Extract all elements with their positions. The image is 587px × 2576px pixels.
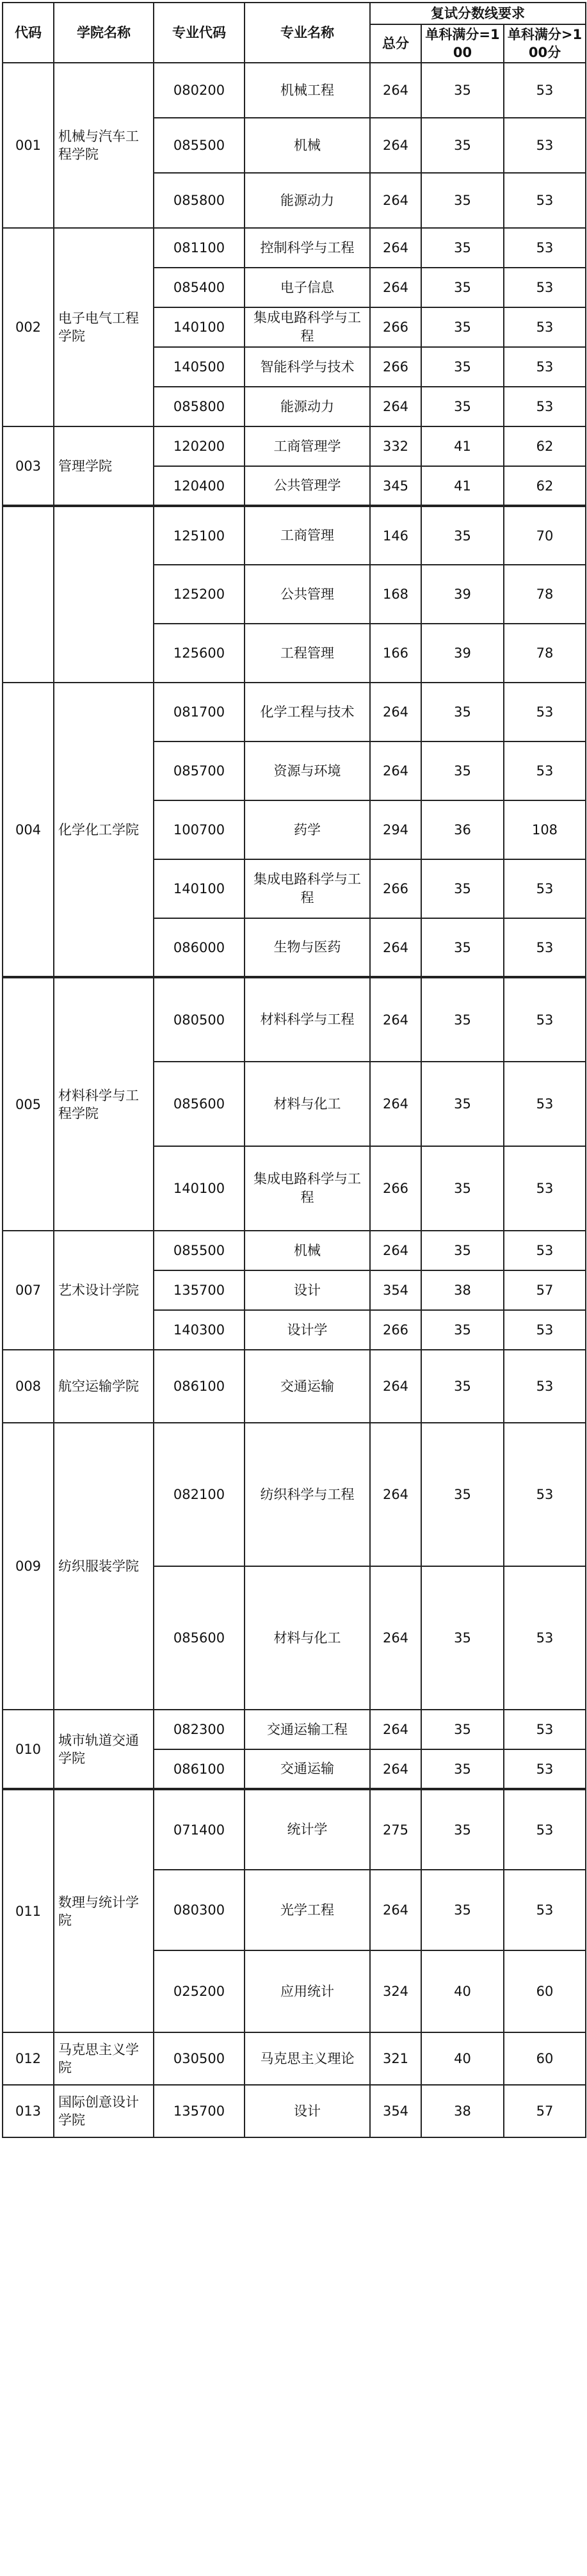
college-name-cell: 纺织服装学院 <box>54 1423 154 1710</box>
total-score-cell: 264 <box>370 1062 421 1146</box>
college-code-cell <box>3 506 54 683</box>
major-code-cell: 100700 <box>154 800 245 859</box>
single-100-cell: 35 <box>421 387 504 426</box>
single-over100-cell: 60 <box>504 2032 586 2085</box>
single-over100-cell: 53 <box>504 1350 586 1423</box>
single-100-cell: 35 <box>421 118 504 173</box>
table-body <box>3 63 586 2137</box>
total-score-cell: 264 <box>370 918 421 977</box>
header-requirement: 复试分数线要求 <box>370 3 586 24</box>
single-over100-cell: 53 <box>504 118 586 173</box>
table-row <box>3 1789 586 1870</box>
table-row <box>3 683 586 741</box>
major-name-cell: 能源动力 <box>245 173 370 228</box>
single-over100-cell: 62 <box>504 466 586 506</box>
single-over100-cell: 53 <box>504 977 586 1062</box>
major-code-cell: 085600 <box>154 1062 245 1146</box>
total-score-cell: 264 <box>370 118 421 173</box>
major-name-cell: 马克思主义理论 <box>245 2032 370 2085</box>
major-code-cell: 085500 <box>154 1231 245 1270</box>
single-over100-cell: 53 <box>504 1870 586 1950</box>
major-name-cell: 应用统计 <box>245 1950 370 2032</box>
major-code-cell: 120400 <box>154 466 245 506</box>
single-over100-cell: 78 <box>504 565 586 624</box>
total-score-cell: 266 <box>370 307 421 347</box>
major-name-cell: 材料科学与工程 <box>245 977 370 1062</box>
major-code-cell: 085500 <box>154 118 245 173</box>
major-code-cell: 082300 <box>154 1710 245 1749</box>
major-name-cell: 机械 <box>245 118 370 173</box>
major-code-cell: 140500 <box>154 347 245 387</box>
major-name-cell: 交通运输 <box>245 1350 370 1423</box>
single-100-cell: 35 <box>421 173 504 228</box>
total-score-cell: 264 <box>370 977 421 1062</box>
major-name-cell: 设计 <box>245 2085 370 2137</box>
single-100-cell: 35 <box>421 1789 504 1870</box>
college-name-cell <box>54 506 154 683</box>
total-score-cell: 266 <box>370 1310 421 1350</box>
college-code-cell: 005 <box>3 977 54 1231</box>
single-100-cell: 40 <box>421 2032 504 2085</box>
single-over100-cell: 53 <box>504 683 586 741</box>
total-score-cell: 264 <box>370 1749 421 1789</box>
table-row <box>3 1231 586 1270</box>
college-name-cell: 管理学院 <box>54 426 154 506</box>
college-code-cell: 001 <box>3 63 54 228</box>
major-name-cell: 生物与医药 <box>245 918 370 977</box>
single-over100-cell: 53 <box>504 1710 586 1749</box>
college-code-cell: 004 <box>3 683 54 977</box>
single-100-cell: 35 <box>421 1062 504 1146</box>
single-100-cell: 35 <box>421 1710 504 1749</box>
total-score-cell: 264 <box>370 268 421 307</box>
single-100-cell: 35 <box>421 1749 504 1789</box>
single-over100-cell: 53 <box>504 307 586 347</box>
major-name-cell: 材料与化工 <box>245 1566 370 1710</box>
total-score-cell: 264 <box>370 228 421 268</box>
major-name-cell: 资源与环境 <box>245 741 370 800</box>
table-row <box>3 2085 586 2137</box>
total-score-cell: 324 <box>370 1950 421 2032</box>
header-code: 代码 <box>3 3 54 63</box>
single-over100-cell: 53 <box>504 918 586 977</box>
major-name-cell: 统计学 <box>245 1789 370 1870</box>
single-over100-cell: 78 <box>504 624 586 683</box>
single-100-cell: 35 <box>421 1350 504 1423</box>
major-name-cell: 工商管理学 <box>245 426 370 466</box>
header-major-code: 专业代码 <box>154 3 245 63</box>
single-100-cell: 38 <box>421 2085 504 2137</box>
major-code-cell: 140100 <box>154 859 245 918</box>
major-code-cell: 025200 <box>154 1950 245 2032</box>
header-total: 总分 <box>370 24 421 63</box>
single-over100-cell: 53 <box>504 347 586 387</box>
college-name-cell: 国际创意设计学院 <box>54 2085 154 2137</box>
total-score-cell: 264 <box>370 63 421 118</box>
major-code-cell: 135700 <box>154 2085 245 2137</box>
single-100-cell: 35 <box>421 228 504 268</box>
total-score-cell: 264 <box>370 1710 421 1749</box>
single-100-cell: 39 <box>421 624 504 683</box>
single-100-cell: 35 <box>421 1566 504 1710</box>
total-score-cell: 266 <box>370 1146 421 1231</box>
single-100-cell: 35 <box>421 741 504 800</box>
college-name-cell: 城市轨道交通学院 <box>54 1710 154 1789</box>
single-over100-cell: 62 <box>504 426 586 466</box>
table-row <box>3 228 586 268</box>
major-code-cell: 085800 <box>154 387 245 426</box>
single-100-cell: 39 <box>421 565 504 624</box>
total-score-cell: 166 <box>370 624 421 683</box>
major-code-cell: 140100 <box>154 1146 245 1231</box>
major-name-cell: 机械工程 <box>245 63 370 118</box>
college-name-cell: 电子电气工程学院 <box>54 228 154 426</box>
single-over100-cell: 57 <box>504 2085 586 2137</box>
total-score-cell: 354 <box>370 1270 421 1310</box>
major-name-cell: 智能科学与技术 <box>245 347 370 387</box>
single-100-cell: 41 <box>421 466 504 506</box>
table-row <box>3 506 586 565</box>
total-score-cell: 264 <box>370 1870 421 1950</box>
college-name-cell: 艺术设计学院 <box>54 1231 154 1350</box>
major-name-cell: 公共管理学 <box>245 466 370 506</box>
total-score-cell: 264 <box>370 1350 421 1423</box>
single-100-cell: 35 <box>421 1870 504 1950</box>
major-name-cell: 工程管理 <box>245 624 370 683</box>
table-row <box>3 1350 586 1423</box>
score-table <box>2 2 586 2138</box>
major-code-cell: 086100 <box>154 1749 245 1789</box>
major-code-cell: 135700 <box>154 1270 245 1310</box>
single-100-cell: 35 <box>421 268 504 307</box>
single-100-cell: 35 <box>421 347 504 387</box>
major-code-cell: 085600 <box>154 1566 245 1710</box>
single-over100-cell: 53 <box>504 1789 586 1870</box>
single-over100-cell: 53 <box>504 1566 586 1710</box>
major-code-cell: 085800 <box>154 173 245 228</box>
single-100-cell: 35 <box>421 1231 504 1270</box>
single-100-cell: 40 <box>421 1950 504 2032</box>
single-100-cell: 35 <box>421 63 504 118</box>
single-over100-cell: 53 <box>504 1146 586 1231</box>
major-code-cell: 081700 <box>154 683 245 741</box>
major-name-cell: 能源动力 <box>245 387 370 426</box>
single-over100-cell: 53 <box>504 268 586 307</box>
major-name-cell: 交通运输工程 <box>245 1710 370 1749</box>
major-name-cell: 设计学 <box>245 1310 370 1350</box>
table-row <box>3 426 586 466</box>
college-code-cell: 013 <box>3 2085 54 2137</box>
single-over100-cell: 53 <box>504 228 586 268</box>
single-over100-cell: 53 <box>504 859 586 918</box>
major-code-cell: 030500 <box>154 2032 245 2085</box>
major-code-cell: 080500 <box>154 977 245 1062</box>
single-over100-cell: 53 <box>504 63 586 118</box>
single-over100-cell: 53 <box>504 1231 586 1270</box>
major-code-cell: 071400 <box>154 1789 245 1870</box>
total-score-cell: 294 <box>370 800 421 859</box>
total-score-cell: 264 <box>370 1231 421 1270</box>
college-code-cell: 007 <box>3 1231 54 1350</box>
college-code-cell: 003 <box>3 426 54 506</box>
total-score-cell: 345 <box>370 466 421 506</box>
major-code-cell: 120200 <box>154 426 245 466</box>
header-college: 学院名称 <box>54 3 154 63</box>
major-code-cell: 086000 <box>154 918 245 977</box>
major-name-cell: 公共管理 <box>245 565 370 624</box>
single-100-cell: 35 <box>421 977 504 1062</box>
college-name-cell: 数理与统计学院 <box>54 1789 154 2032</box>
college-name-cell: 机械与汽车工程学院 <box>54 63 154 228</box>
single-100-cell: 35 <box>421 1146 504 1231</box>
single-over100-cell: 108 <box>504 800 586 859</box>
total-score-cell: 146 <box>370 506 421 565</box>
college-name-cell: 材料科学与工程学院 <box>54 977 154 1231</box>
major-name-cell: 纺织科学与工程 <box>245 1423 370 1566</box>
major-code-cell: 085400 <box>154 268 245 307</box>
major-code-cell: 085700 <box>154 741 245 800</box>
single-100-cell: 41 <box>421 426 504 466</box>
major-name-cell: 控制科学与工程 <box>245 228 370 268</box>
single-over100-cell: 60 <box>504 1950 586 2032</box>
single-100-cell: 38 <box>421 1270 504 1310</box>
total-score-cell: 332 <box>370 426 421 466</box>
major-code-cell: 125100 <box>154 506 245 565</box>
total-score-cell: 266 <box>370 859 421 918</box>
single-100-cell: 35 <box>421 307 504 347</box>
major-name-cell: 集成电路科学与工程 <box>245 859 370 918</box>
single-over100-cell: 53 <box>504 1423 586 1566</box>
college-name-cell: 化学化工学院 <box>54 683 154 977</box>
college-code-cell: 010 <box>3 1710 54 1789</box>
major-code-cell: 086100 <box>154 1350 245 1423</box>
major-name-cell: 集成电路科学与工程 <box>245 307 370 347</box>
total-score-cell: 275 <box>370 1789 421 1870</box>
college-name-cell: 马克思主义学院 <box>54 2032 154 2085</box>
total-score-cell: 321 <box>370 2032 421 2085</box>
major-code-cell: 140100 <box>154 307 245 347</box>
total-score-cell: 264 <box>370 173 421 228</box>
major-code-cell: 080200 <box>154 63 245 118</box>
total-score-cell: 264 <box>370 387 421 426</box>
major-name-cell: 设计 <box>245 1270 370 1310</box>
total-score-cell: 264 <box>370 741 421 800</box>
single-100-cell: 35 <box>421 506 504 565</box>
single-100-cell: 35 <box>421 1423 504 1566</box>
total-score-cell: 354 <box>370 2085 421 2137</box>
header-single-100: 单科满分=100 <box>421 24 504 63</box>
major-code-cell: 081100 <box>154 228 245 268</box>
table-row <box>3 1710 586 1749</box>
college-code-cell: 008 <box>3 1350 54 1423</box>
single-over100-cell: 53 <box>504 1749 586 1789</box>
major-name-cell: 药学 <box>245 800 370 859</box>
total-score-cell: 264 <box>370 1566 421 1710</box>
single-100-cell: 35 <box>421 1310 504 1350</box>
major-name-cell: 集成电路科学与工程 <box>245 1146 370 1231</box>
single-100-cell: 35 <box>421 859 504 918</box>
single-over100-cell: 57 <box>504 1270 586 1310</box>
header-single-over100: 单科满分>100分 <box>504 24 586 63</box>
major-code-cell: 080300 <box>154 1870 245 1950</box>
college-code-cell: 011 <box>3 1789 54 2032</box>
single-100-cell: 36 <box>421 800 504 859</box>
table-row <box>3 2032 586 2085</box>
single-over100-cell: 53 <box>504 1062 586 1146</box>
total-score-cell: 168 <box>370 565 421 624</box>
single-over100-cell: 53 <box>504 741 586 800</box>
college-code-cell: 012 <box>3 2032 54 2085</box>
major-name-cell: 电子信息 <box>245 268 370 307</box>
single-over100-cell: 53 <box>504 1310 586 1350</box>
major-code-cell: 125600 <box>154 624 245 683</box>
major-name-cell: 光学工程 <box>245 1870 370 1950</box>
major-name-cell: 工商管理 <box>245 506 370 565</box>
major-code-cell: 140300 <box>154 1310 245 1350</box>
table-row <box>3 1423 586 1566</box>
single-over100-cell: 53 <box>504 387 586 426</box>
table-row <box>3 977 586 1062</box>
single-100-cell: 35 <box>421 683 504 741</box>
major-name-cell: 机械 <box>245 1231 370 1270</box>
single-over100-cell: 70 <box>504 506 586 565</box>
header-major-name: 专业名称 <box>245 3 370 63</box>
college-code-cell: 009 <box>3 1423 54 1710</box>
major-code-cell: 082100 <box>154 1423 245 1566</box>
college-code-cell: 002 <box>3 228 54 426</box>
total-score-cell: 264 <box>370 683 421 741</box>
single-over100-cell: 53 <box>504 173 586 228</box>
total-score-cell: 266 <box>370 347 421 387</box>
major-name-cell: 交通运输 <box>245 1749 370 1789</box>
single-100-cell: 35 <box>421 918 504 977</box>
total-score-cell: 264 <box>370 1423 421 1566</box>
major-code-cell: 125200 <box>154 565 245 624</box>
major-name-cell: 材料与化工 <box>245 1062 370 1146</box>
major-name-cell: 化学工程与技术 <box>245 683 370 741</box>
table-row <box>3 63 586 118</box>
college-name-cell: 航空运输学院 <box>54 1350 154 1423</box>
